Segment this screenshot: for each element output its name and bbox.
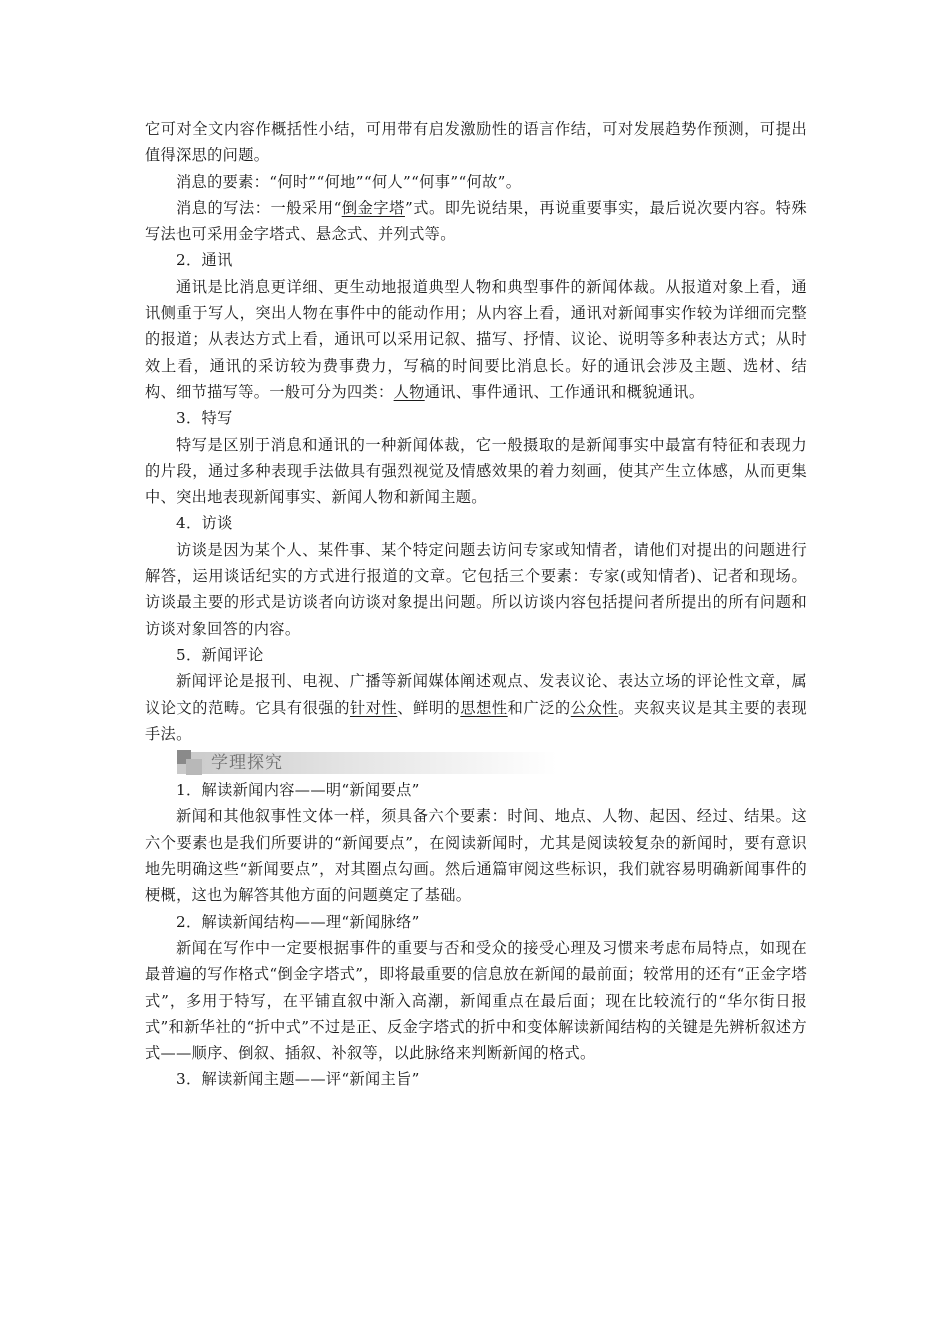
tongxun-paragraph xyxy=(145,274,807,405)
jiedu2-paragraph: 新闻在写作中一定要根据事件的重要与否和受众的接受心理及习惯来考虑布局特点，如现在最普遍的写作格式“倒金字塔式”，即将最重要的信息放在新闻的最前面；较常用的还有“正金字塔式”，多用于特写，在平铺直叙中渐入高潮，新闻重点在最后面；现在比较流行的“华尔街日报式”和新华社的“折中式”不过是正、反金字塔式的折中和变体解读新闻结构的关键是先辨析叙述方式——顺序、倒叙、插叙、补叙等，以此脉络来判断新闻的格式。 xyxy=(145,938,807,1063)
pinglun-paragraph xyxy=(145,668,807,747)
fangtan-paragraph: 访谈是因为某个人、某件事、某个特定问题去访问专家或知情者，请他们对提出的问题进行解答，运用谈话纪实的方式进行报道的文章。它包括三个要素：专家(或知情者)、记者和现场。访谈最主要的形式是访谈者向访谈对象提出问题。所以访谈内容包括提问者所提出的所有问题和访谈对象回答的内容。 xyxy=(145,540,807,638)
pinglun-heading: 5．新闻评论 xyxy=(176,645,264,664)
texie-paragraph: 特写是区别于消息和通讯的一种新闻体裁，它一般摄取的是新闻事实中最富有特征和表现力的片段，通过多种表现手法做具有强烈视觉及情感效果的着力刻画，使其产生立体感，从而更集中、突出地表现新闻事实、新闻人物和新闻主题。 xyxy=(145,435,807,507)
jiedu3-heading: 3．解读新闻主题——评“新闻主旨” xyxy=(176,1070,420,1089)
document-page xyxy=(145,116,807,1093)
pinglun-text-a: 新闻评论是报刊、电视、广播等新闻媒体阐述观点、发表议论、表达立场的评论性文章，属议论文的范畴。它具有很强的 xyxy=(145,672,807,717)
underlined-term-ideology: 思想性 xyxy=(460,698,508,717)
texie-heading: 3．特写 xyxy=(176,409,233,428)
underlined-term-publicness: 公众性 xyxy=(570,698,619,717)
intro-paragraph: 它可对全文内容作概括性小结，可用带有启发激励性的语言作结，可对发展趋势作预测，可提出值得深思的问题。 xyxy=(145,120,807,165)
fangtan-heading: 4．访谈 xyxy=(176,514,233,533)
section-marker-icon-overlay xyxy=(186,759,202,775)
pinglun-text-b: 、鲜明的 xyxy=(397,698,461,717)
pinglun-text-d: 。夹叙夹议是其主要的表现手法。 xyxy=(145,698,808,743)
tongxun-heading: 2．通讯 xyxy=(176,251,233,270)
underlined-term-inverted-pyramid: 倒金字塔 xyxy=(341,198,405,217)
xiaoxi-elements-paragraph: 消息的要素：“何时”“何地”“何人”“何事”“何故”。 xyxy=(176,172,522,191)
underlined-term-pertinence: 针对性 xyxy=(349,698,398,717)
section-title: 学理探究 xyxy=(211,753,283,774)
jiedu1-heading: 1．解读新闻内容——明“新闻要点” xyxy=(176,781,420,800)
section-header xyxy=(177,750,557,776)
tongxun-text-a: 通讯是比消息更详细、更生动地报道典型人物和典型事件的新闻体裁。从报道对象上看，通讯侧重于写人，突出人物在事件中的能动作用；从内容上看，通讯对新闻事实作较为详细而完整的报道；从表达方式上看，通讯可以采用记叙、描写、抒情、议论、说明等多种表达方式；从时效上看，通讯的采访较为费事费力，写稿的时间要比消息长。好的通讯会涉及主题、选材、结构、细节描写等。一般可分为四类： xyxy=(145,277,807,401)
jiedu1-paragraph: 新闻和其他叙事性文体一样，须具备六个要素：时间、地点、人物、起因、经过、结果。这六个要素也是我们所要讲的“新闻要点”，在阅读新闻时，尤其是阅读较复杂的新闻时，要有意识地先明确这些“新闻要点”，对其圈点勾画。然后通篇审阅这些标识，我们就容易明确新闻事件的梗概，这也为解答其他方面的问题奠定了基础。 xyxy=(145,807,807,905)
xiaoxi-method-text-b: ”式。即先说结果，再说重要事实，最后说次要内容。特殊写法也可采用金字塔式、悬念式、并列式等。 xyxy=(145,198,807,244)
jiedu2-heading: 2．解读新闻结构——理“新闻脉络” xyxy=(176,912,420,931)
xiaoxi-method-paragraph xyxy=(145,195,807,248)
tongxun-text-b: 通讯、事件通讯、工作通讯和概貌通讯。 xyxy=(424,382,705,401)
xiaoxi-method-text-a: 消息的写法：一般采用“ xyxy=(176,198,342,217)
pinglun-text-c: 和广泛的 xyxy=(507,698,571,717)
underlined-term-person: 人物 xyxy=(393,382,425,401)
